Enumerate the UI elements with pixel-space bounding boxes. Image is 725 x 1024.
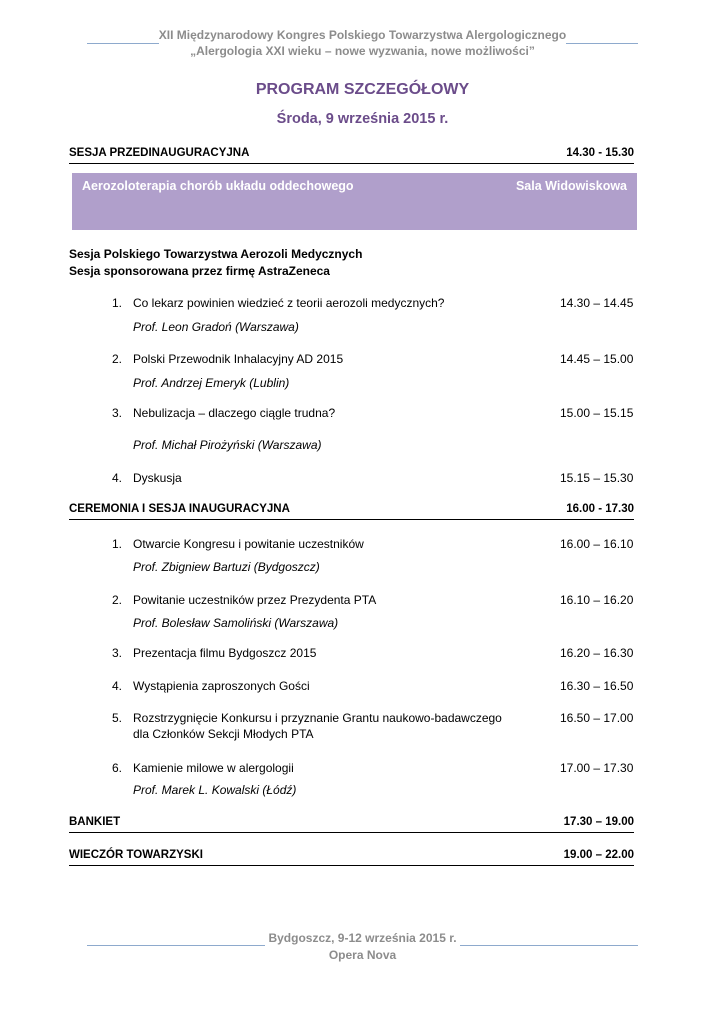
item-title-continued: dla Członków Sekcji Młodych PTA [133,727,314,741]
session-time: 16.00 - 17.30 [566,503,634,515]
session-wieczor-header [69,849,634,866]
subsession-sponsor: Sesja sponsorowana przez firmę AstraZeneca [69,264,330,278]
footer-rule-right [460,945,638,946]
item-time: 15.15 – 15.30 [560,471,634,485]
item-title: Prezentacja filmu Bydgoszcz 2015 [133,646,317,660]
item-number: 4. [111,679,122,693]
session-name: SESJA PRZEDINAUGURACYJNA [69,147,250,159]
item-time: 16.30 – 16.50 [560,679,634,693]
session-name: BANKIET [69,816,121,828]
item-number: 4. [111,471,122,485]
footer-location-date: Bydgoszcz, 9-12 września 2015 r. [268,931,457,945]
footer-venue: Opera Nova [328,948,397,962]
header-congress-motto: „Alergologia XXI wieku – nowe wyzwania, nowe możliwości” [190,44,535,58]
item-number: 1. [111,537,122,551]
item-time: 16.50 – 17.00 [560,711,634,725]
item-title: Otwarcie Kongresu i powitanie uczestników [133,537,364,551]
item-title: Wystąpienia zaproszonych Gości [133,679,310,693]
item-title: Co lekarz powinien wiedzieć z teorii aerozoli medycznych? [133,296,445,310]
item-speaker: Prof. Zbigniew Bartuzi (Bydgoszcz) [133,560,320,574]
footer-rule-left [87,945,265,946]
band-topic: Aerozoloterapia chorób układu oddechowego [82,179,354,193]
item-time: 16.10 – 16.20 [560,593,634,607]
session-topic-band [72,173,637,230]
session-name: CEREMONIA I SESJA INAUGURACYJNA [69,503,290,515]
item-speaker: Prof. Michał Pirożyński (Warszawa) [133,438,322,452]
item-speaker: Prof. Marek L. Kowalski (Łódź) [133,783,297,797]
item-time: 14.45 – 15.00 [560,352,634,366]
item-time: 16.20 – 16.30 [560,646,634,660]
item-title: Polski Przewodnik Inhalacyjny AD 2015 [133,352,344,366]
item-speaker: Prof. Leon Gradoń (Warszawa) [133,320,299,334]
item-number: 3. [111,646,122,660]
item-title: Dyskusja [133,471,182,485]
item-number: 3. [111,406,122,420]
item-time: 15.00 – 15.15 [560,406,634,420]
item-number: 5. [111,711,122,725]
item-speaker: Prof. Andrzej Emeryk (Lublin) [133,376,290,390]
item-time: 14.30 – 14.45 [560,296,634,310]
item-title: Rozstrzygnięcie Konkursu i przyznanie Grantu naukowo-badawczego [133,711,502,725]
session-name: WIECZÓR TOWARZYSKI [69,849,203,861]
item-number: 2. [111,352,122,366]
item-time: 17.00 – 17.30 [560,761,634,775]
item-number: 2. [111,593,122,607]
item-title: Powitanie uczestników przez Prezydenta PTA [133,593,377,607]
page-date: Środa, 9 września 2015 r. [276,111,449,127]
subsession-title: Sesja Polskiego Towarzystwa Aerozoli Medycznych [69,247,363,261]
page-title: PROGRAM SZCZEGÓŁOWY [255,81,470,98]
session-bankiet-header [69,816,634,833]
session-time: 17.30 – 19.00 [563,816,634,828]
item-number: 6. [111,761,122,775]
header-congress-name: XII Międzynarodowy Kongres Polskiego Towarzystwa Alergologicznego [158,28,567,42]
item-number: 1. [111,296,122,310]
item-time: 16.00 – 16.10 [560,537,634,551]
session-preinaugural-header [69,147,634,164]
item-title: Nebulizacja – dlaczego ciągle trudna? [133,406,336,420]
band-room: Sala Widowiskowa [515,179,627,193]
item-speaker: Prof. Bolesław Samoliński (Warszawa) [133,616,339,630]
session-inaugural-header [69,503,634,520]
session-time: 14.30 - 15.30 [566,147,634,159]
session-time: 19.00 – 22.00 [563,849,634,861]
item-title: Kamienie milowe w alergologii [133,761,294,775]
